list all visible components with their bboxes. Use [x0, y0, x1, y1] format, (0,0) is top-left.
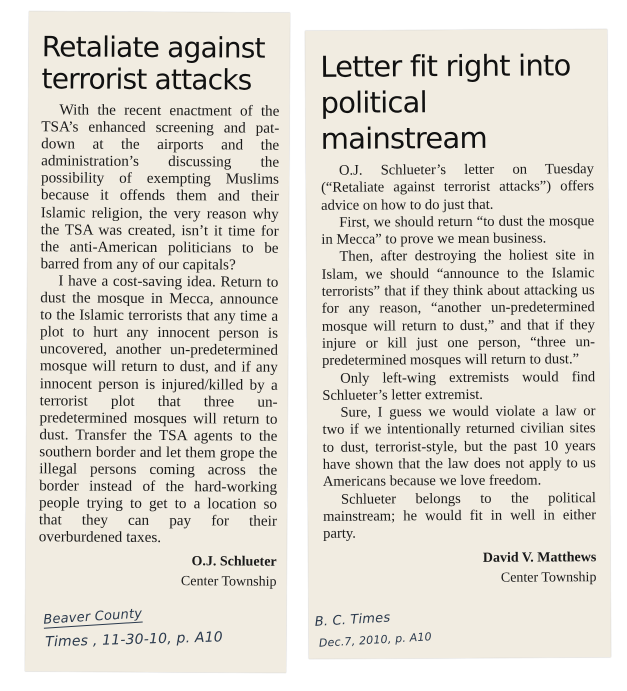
handwritten-source: Beaver County	[42, 606, 143, 628]
paragraph: First, we should return “to dust the mosque in Mecca” to prove we mean business.	[321, 213, 595, 249]
headline: Retaliate against terrorist attacks	[41, 30, 265, 97]
headline: Letter fit right into political mainstream	[320, 48, 571, 156]
paragraph: Schlueter belongs to the political mainstream; he would fit in well in either party.	[323, 489, 597, 543]
signature	[323, 548, 596, 590]
paragraph: Only left-wing extremists would find Schlueter’s letter extremist.	[322, 368, 596, 404]
paragraph: I have a cost-saving idea. Return to dust the mosque in Mecca, announce to the Islamic terrorists that any time a plot to hurt any innocent person is uncovered, another un-predetermined mosque will return to dust, and if any innocent person is injured/killed by a terrorist plot that three un-predetermined mosques will return to dust. Transfer the TSA agents to the southern border and let them grope the illegal persons coming across the border instead of the hard-working people trying to get to a location so that they can pay for their overburdened taxes.	[38, 272, 279, 547]
author-location: Center Township	[180, 574, 277, 591]
paragraph: O.J. Schlueter’s letter on Tuesday (“Retaliate against terrorist attacks”) offers advice on how to do just that.	[320, 161, 595, 214]
author-location: Center Township	[500, 569, 597, 586]
handwritten-date: Dec.7, 2010, p. A10	[318, 630, 433, 650]
handwritten-source: B. C. Times	[314, 610, 391, 630]
letter-clipping-left	[25, 11, 290, 673]
author-name: O.J. Schlueter	[191, 554, 277, 571]
paragraph: Then, after destroying the holiest site in Islam, we should “announce to the Islamic terrorists” that if they think about attacking us for any reason, “another un-predetermined mosque will return to dust,” and that if they injure or kill just one person, “three un-predetermined mosques will return to dust.”	[321, 247, 596, 370]
paragraph: With the recent enactment of the TSA’s enhanced screening and pat-down at the airports and the administration’s discussing the possibility of exempting Muslims because it offends them and their Islamic religion, the very reason why the TSA was created, isn’t it time for the anti-American politicians to be barred from any of our capitals?	[40, 101, 280, 274]
letter-clipping-right	[305, 29, 611, 659]
letter-body	[321, 161, 596, 543]
signature	[38, 552, 276, 593]
letter-body	[39, 101, 280, 547]
author-name: David V. Matthews	[482, 549, 597, 566]
handwritten-date: Times , 11-30-10, p. A10	[44, 629, 224, 651]
paragraph: Sure, I guess we would violate a law or two if we intentionally returned civilian sites to dust, terrorist-style, but the past 10 years have shown that the law does not apply to us Americans because we love freedom.	[322, 403, 596, 491]
